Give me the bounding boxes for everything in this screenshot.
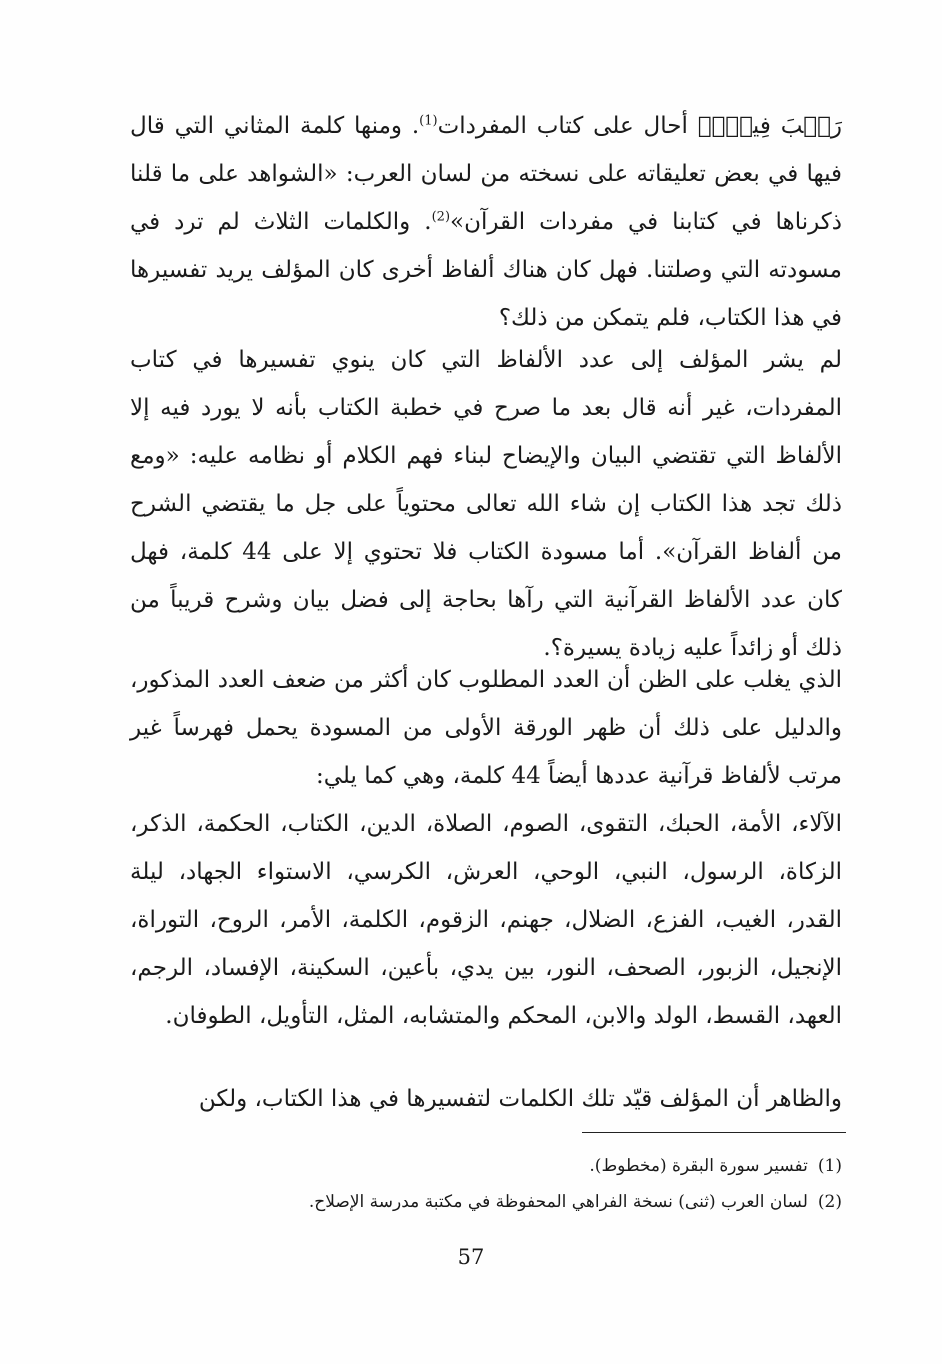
footnote-1-text: تفسير سورة البقرة (مخطوط).: [589, 1156, 808, 1176]
footnote-2: [130, 1184, 842, 1220]
footnote-1: [130, 1148, 842, 1184]
footnote-separator: [582, 1132, 846, 1133]
paragraph-1: [130, 102, 842, 342]
paragraph-3: الذي يغلب على الظن أن العدد المطلوب كان أكثر من ضعف العدد المذكور، والدليل على ذلك أن ظهر الورقة الأولى من المسودة يحمل فهرساً غير مرتب لألفاظ قرآنية عددها أيضاً 44 كلمة، وهي كما يلي:: [130, 667, 842, 789]
word-list-paragraph: الآلاء، الأمة، الحبك، التقوى، الصوم، الصلاة، الدين، الكتاب، الحكمة، الذكر، الزكاة، الرسول، النبي، الوحي، العرش، الكرسي، الاستواء الجهاد، ليلة القدر، الغيب، الفزع، الضلال، جهنم، الزقوم، الكلمة، الأمر، الروح، التوراة، الإنجيل، الزبور، الصحف، النور، بين يدي، بأعين، السكينة، الإفساد، الرجم، العهد، القسط، الولد والابن، المحكم والمتشابه، المثل، التأويل، الطوفان.: [130, 811, 842, 1029]
page-number: 57: [457, 1245, 485, 1269]
paragraph-2: لم يشر المؤلف إلى عدد الألفاظ التي كان ينوي تفسيرها في كتاب المفردات، غير أنه قال بعد ما صرح في خطبة الكتاب بأنه لا يورد فيه إلا الألفاظ التي تقتضي البيان والإيضاح لبناء فهم الكلام أو نظامه عليه: «ومع ذلك تجد هذا الكتاب إن شاء الله تعالى محتوياً على جل ما يقتضي الشرح من ألفاظ القرآن». أما مسودة الكتاب فلا تحتوي إلا على 44 كلمة، فهل كان عدد الألفاظ القرآنية التي رآها بحاجة إلى فضل بيان وشرح قريباً من ذلك أو زائداً عليه زيادة يسيرة؟.: [130, 347, 842, 661]
footnote-ref-2: (2): [431, 209, 451, 225]
paragraph-1-part-1: رَيۡبَ فِيهِۚ﴾ أحال على كتاب المفردات: [437, 113, 842, 139]
footnote-1-number: (1): [817, 1156, 842, 1176]
footnotes: [130, 1148, 842, 1220]
footnote-2-number: (2): [817, 1192, 842, 1212]
paragraph-1-part-2: . ومنها كلمة المثاني التي قال فيها في بعض تعليقاته على نسخته من لسان العرب: «الشواهد على ما قلنا ذكرناها في كتابنا في مفردات القرآن»: [130, 113, 842, 235]
paragraph-1-part-3: . والكلمات الثلاث لم ترد في مسودته التي وصلتنا. فهل كان هناك ألفاظ أخرى كان المؤلف يريد تفسيرها في هذا الكتاب، فلم يتمكن من ذلك؟: [130, 209, 842, 331]
footnote-2-text: لسان العرب (ثنى) نسخة الفراهي المحفوظة في مكتبة مدرسة الإصلاح.: [308, 1192, 808, 1212]
paragraph-5: والظاهر أن المؤلف قيّد تلك الكلمات لتفسيرها في هذا الكتاب، ولكن: [198, 1086, 842, 1112]
footnote-ref-1: (1): [419, 113, 438, 129]
